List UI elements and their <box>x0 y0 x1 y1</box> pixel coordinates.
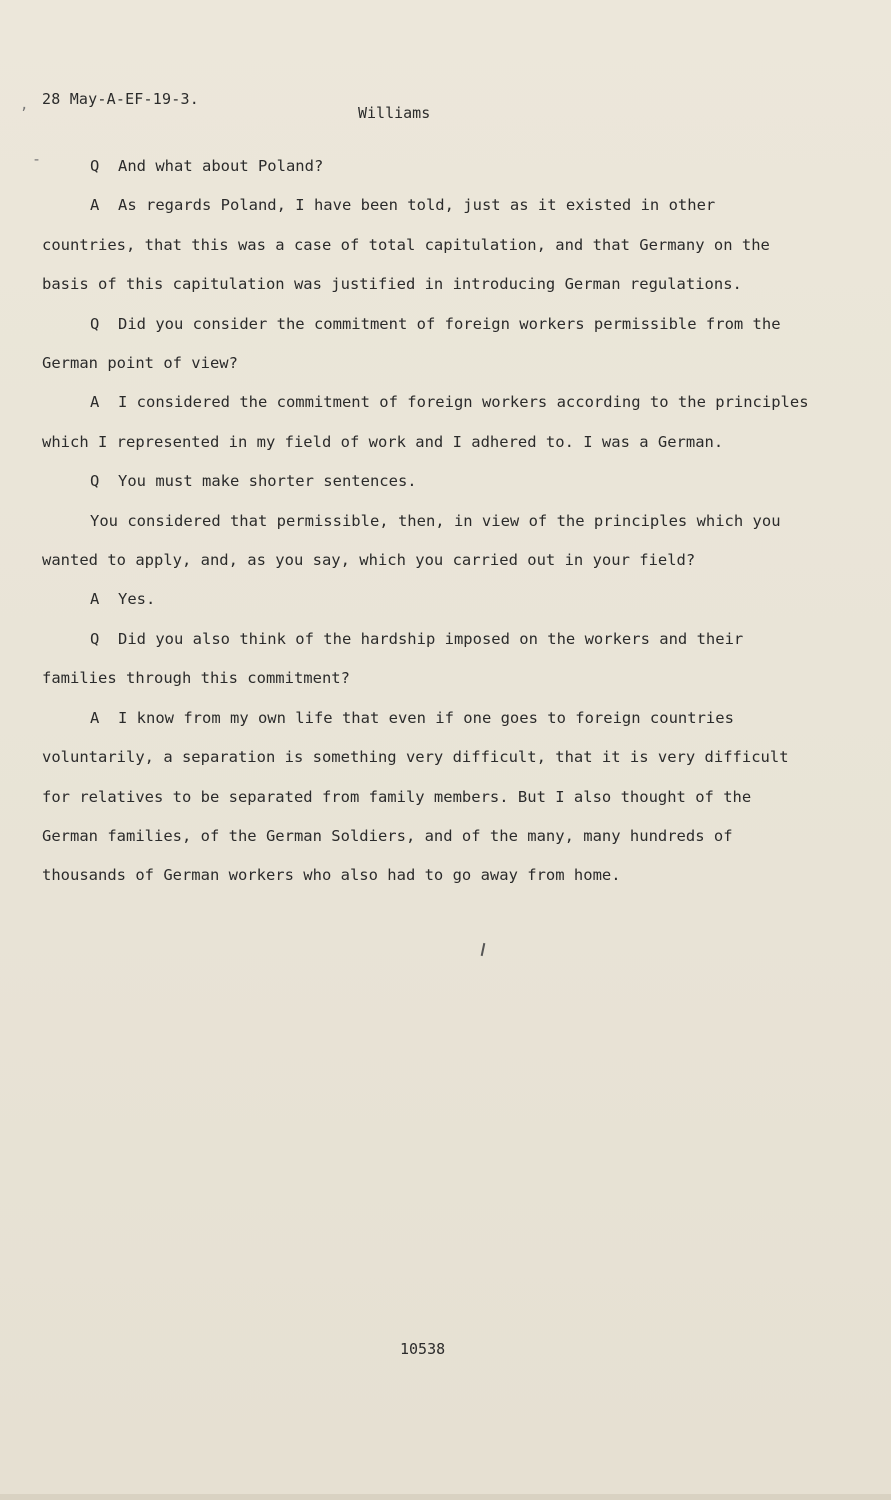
speaker-label: A <box>90 196 100 215</box>
transcript-line <box>42 305 842 344</box>
line-text: I considered the commitment of foreign workers according to the principles <box>118 393 809 412</box>
line-text: Did you also think of the hardship imposed on the workers and their <box>118 629 744 648</box>
transcript-line <box>42 502 842 541</box>
transcript-line <box>42 778 842 817</box>
line-text: You must make shorter sentences. <box>118 472 417 491</box>
transcript-line <box>42 423 842 462</box>
speaker-label: A <box>90 590 100 609</box>
line-text: for relatives to be separated from family members. But I also thought of the <box>42 787 752 806</box>
speaker-label: Q <box>90 157 100 175</box>
transcript-line <box>42 186 842 225</box>
transcript-line <box>42 738 842 777</box>
line-text: German families, of the German Soldiers, and of the many, many hundreds of <box>42 826 733 845</box>
page-number: 10538 <box>400 1340 446 1358</box>
speaker-label: A <box>90 708 100 727</box>
transcript-line <box>42 383 842 422</box>
speaker-label: Q <box>90 314 100 333</box>
line-text: which I represented in my field of work and I adhered to. I was a German. <box>42 432 724 451</box>
line-text: Did you consider the commitment of foreign workers permissible from the <box>118 314 781 333</box>
line-text: voluntarily, a separation is something very difficult, that it is very difficult <box>42 748 789 767</box>
transcript-line <box>42 226 842 265</box>
line-text: thousands of German workers who also had to go away from home. <box>42 866 621 885</box>
transcript-line <box>42 265 842 304</box>
transcript-line <box>42 817 842 856</box>
line-text: As regards Poland, I have been told, just as it existed in other <box>118 196 716 215</box>
transcript-line <box>42 580 842 619</box>
margin-dash-mark: - <box>32 150 42 168</box>
transcript-line <box>42 659 842 698</box>
speaker-label: Q <box>90 629 100 648</box>
transcript-line <box>42 699 842 738</box>
line-text: basis of this capitulation was justified in introducing German regulations. <box>42 275 742 294</box>
speaker-label: A <box>90 393 100 412</box>
line-text: Yes. <box>118 590 156 609</box>
transcript-line <box>42 462 842 501</box>
stray-pen-mark <box>481 943 486 956</box>
line-text: families through this commitment? <box>42 669 350 688</box>
line-text: And what about Poland? <box>118 157 324 175</box>
transcript-line <box>42 344 842 383</box>
line-text: countries, that this was a case of total capitulation, and that Germany on the <box>42 235 770 254</box>
document-reference-code: 28 May-A-EF-19-3. <box>42 90 199 108</box>
transcript-line <box>42 620 842 659</box>
line-text: wanted to apply, and, as you say, which you carried out in your field? <box>42 551 696 570</box>
transcript-line <box>42 147 842 186</box>
line-text: I know from my own life that even if one goes to foreign countries <box>118 708 734 727</box>
witness-name-header: Williams <box>358 104 431 122</box>
transcript-line <box>42 856 842 895</box>
line-text: German point of view? <box>42 354 238 373</box>
transcript-body <box>42 147 842 896</box>
line-text: You considered that permissible, then, in view of the principles which you <box>90 511 781 530</box>
margin-tick-mark: , <box>20 97 29 113</box>
speaker-label: Q <box>90 472 100 491</box>
transcript-line <box>42 541 842 580</box>
